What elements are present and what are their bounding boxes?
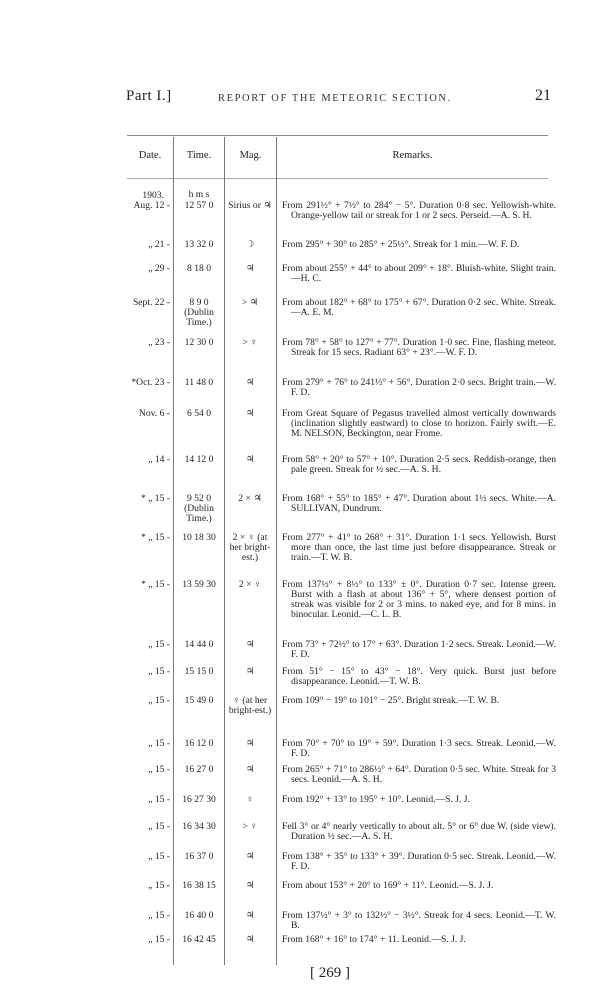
remarks-cell: Fell 3° or 4° nearly vertically to about alt. 5° or 6° due W. (side view). Duration ½ sec.—A. S. H. (282, 821, 556, 842)
mag-cell: ♃ (245, 764, 255, 775)
time-cell: 15 49 0 (184, 695, 214, 706)
remarks-cell: From 138° + 35° to 133° + 39°. Duration 0·5 sec. Streak. Leonid.—W. F. D. (282, 851, 556, 872)
column-header-mag: Mag. (239, 150, 262, 161)
mag-cell: 2 × ♀ (238, 579, 262, 590)
remarks-cell: From 137½° + 3° to 132½° − 3½°. Streak for 4 secs. Leonid.—T. W. B. (282, 910, 556, 931)
date-cell: „ 14 - (148, 454, 170, 465)
date-cell: „ 15 - (148, 666, 170, 677)
date-cell: „ 15 - (148, 880, 170, 891)
mag-cell: ♃ (245, 851, 255, 862)
date-cell: * „ 15 - (140, 579, 170, 590)
date-cell: „ 29 - (148, 263, 170, 274)
date-cell: „ 15 - (148, 934, 170, 945)
time-cell: 10 18 30 (182, 532, 216, 543)
remarks-cell: From 168° + 16° to 174° + 11. Leonid.—S. J. J. (282, 934, 466, 945)
date-cell: Aug. 12 - (133, 200, 170, 211)
date-cell: *Oct. 23 - (131, 377, 170, 388)
column-divider (224, 137, 225, 965)
date-cell: „ 15 - (148, 910, 170, 921)
time-cell: 13 32 0 (184, 239, 214, 250)
date-cell: „ 15 - (148, 695, 170, 706)
mag-cell: 2 × ♀ (at her bright-est.) (229, 532, 271, 563)
column-header-date: Date. (138, 150, 162, 161)
remarks-cell: From 295° + 30° to 285° + 25½°. Streak for 1 min.—W. F. D. (282, 239, 520, 250)
mag-cell: ♃ (245, 377, 255, 388)
time-cell: 6 54 0 (187, 408, 211, 419)
mag-cell: Sirius or ♃ (228, 200, 272, 211)
remarks-cell: From 51° − 15° to 43° − 18°. Very quick. Burst just before disappearance. Leonid.—T. W. B. (282, 666, 556, 687)
remarks-cell: From 109° − 19° to 101° − 25°. Bright streak.—T. W. B. (282, 695, 500, 706)
date-cell: * „ 15 - (140, 493, 170, 504)
mag-cell: ♃ (245, 934, 255, 945)
remarks-cell: From 192° + 13° to 195° + 10°. Leonid.—S. J. J. (282, 794, 470, 805)
remarks-cell: From about 182° + 68° to 175° + 67°. Duration 0·2 sec. White. Streak.—A. E. M. (282, 297, 556, 318)
date-cell: Sept. 22 - (132, 297, 170, 308)
remarks-cell: From 58° + 20° to 57° + 10°. Duration 2·5 secs. Reddish-orange, then pale green. Streak for ½ sec.—A. S. H. (282, 454, 556, 475)
table-top-rule (127, 135, 548, 136)
mag-cell: ♃ (245, 910, 255, 921)
mag-cell: > ♀ (242, 821, 258, 832)
mag-cell: ♃ (245, 738, 255, 749)
remarks-cell: From 265° + 71° to 286½° + 64°. Duration 0·5 sec. White. Streak for 3 secs. Leonid.—A. S. H. (282, 764, 556, 785)
time-cell: 16 40 0 (184, 910, 214, 921)
time-cell: 16 34 30 (182, 821, 216, 832)
time-cell: 12 30 0 (184, 337, 214, 348)
mag-cell: ♃ (245, 408, 255, 419)
running-title: REPORT OF THE METEORIC SECTION. (218, 93, 452, 104)
mag-cell: ♃ (245, 263, 255, 274)
mag-cell: ♀ (at her bright-est.) (228, 695, 272, 716)
time-cell: 14 44 0 (184, 639, 214, 650)
date-cell: „ 15 - (148, 851, 170, 862)
mag-cell: 2 × ♃ (238, 493, 262, 504)
time-cell: 11 48 0 (184, 377, 214, 388)
remarks-cell: From about 255° + 44° to about 209° + 18°. Bluish-white. Slight train.—H. C. (282, 263, 556, 284)
remarks-cell: From 70° + 70° to 19° + 59°. Duration 1·3 secs. Streak. Leonid.—W. F. D. (282, 738, 556, 759)
time-cell: 16 37 0 (184, 851, 214, 862)
time-cell: 16 27 30 (182, 794, 216, 805)
remarks-cell: From about 153° + 20° to 169° + 11°. Leonid.—S. J. J. (282, 880, 494, 891)
mag-cell: ♀ (246, 794, 254, 805)
page-number: 21 (535, 87, 551, 104)
time-cell: 8 9 0 (Dublin Time.) (184, 297, 214, 328)
remarks-cell: From 291½° + 7½° to 284° − 5°. Duration 0·8 sec. Yellowish-white. Orange-yellow tail or streak for 1 or 2 secs. Perseid.—A. S. H. (282, 200, 556, 221)
time-units: h m s (188, 189, 210, 200)
remarks-cell: From 73° + 72½° to 17° + 63°. Duration 1·2 secs. Streak. Leonid.—W. F. D. (282, 639, 556, 660)
time-cell: 8 18 0 (187, 263, 211, 274)
remarks-cell: From 279° + 76° to 241½° + 56°. Duration 2·0 secs. Bright train.—W. F. D. (282, 377, 556, 398)
time-cell: 12 57 0 (184, 200, 214, 211)
column-divider (276, 137, 277, 965)
date-cell: * „ 15 - (140, 532, 170, 543)
date-cell: „ 15 - (148, 794, 170, 805)
time-cell: 16 12 0 (184, 738, 214, 749)
date-cell: „ 23 - (148, 337, 170, 348)
mag-cell: > ♀ (242, 337, 258, 348)
time-cell: 16 42 45 (182, 934, 216, 945)
date-cell: Nov. 6 - (138, 408, 170, 419)
date-cell: „ 21 - (148, 239, 170, 250)
part-heading: Part I.] (126, 88, 172, 104)
time-cell: 15 15 0 (184, 666, 214, 677)
year-label: 1903. (142, 190, 164, 201)
mag-cell: ☽ (245, 239, 255, 250)
time-cell: 16 38 15 (182, 880, 216, 891)
folio: [ 269 ] (310, 965, 350, 981)
column-header-time: Time. (186, 150, 212, 161)
remarks-cell: From Great Square of Pegasus travelled almost vertically downwards (inclination slightly eastward) to close to horizon. Fairly swift.—E. M. NELSON, Beckington, near Frome. (282, 408, 556, 439)
time-cell: 13 59 30 (182, 579, 216, 590)
mag-cell: ♃ (245, 880, 255, 891)
date-cell: „ 15 - (148, 821, 170, 832)
date-cell: „ 15 - (148, 764, 170, 775)
header-rule (127, 178, 548, 179)
mag-cell: ♃ (245, 666, 255, 677)
remarks-cell: From 168° + 55° to 185° + 47°. Duration about 1½ secs. White.—A. SULLIVAN, Dundrum. (282, 493, 556, 514)
column-header-remarks: Remarks. (392, 150, 433, 161)
column-divider (173, 137, 174, 965)
mag-cell: ♃ (245, 639, 255, 650)
date-cell: „ 15 - (148, 639, 170, 650)
mag-cell: ♃ (245, 454, 255, 465)
mag-cell: > ♃ (241, 297, 259, 308)
time-cell: 16 27 0 (184, 764, 214, 775)
remarks-cell: From 277° + 41° to 268° + 31°. Duration 1·1 secs. Yellowish. Burst more than once, the last time just before disappearance. Streak or train.—T. W. B. (282, 532, 556, 563)
time-cell: 14 12 0 (184, 454, 214, 465)
remarks-cell: From 78° + 58° to 127° + 77°. Duration 1·0 sec. Fine, flashing meteor. Streak for 15 secs. Radiant 63° + 23°.—W. F. D. (282, 337, 556, 358)
remarks-cell: From 137½° + 8½° to 133° ± 0°. Duration 0·7 sec. Intense green. Burst with a flash at about 136° + 5°, where densest portion of streak was visible for 2 or 3 mins. to naked eye, and for 8 mins. in binocular. Leonid.—C. L. B. (282, 579, 556, 620)
date-cell: „ 15 - (148, 738, 170, 749)
time-cell: 9 52 0 (Dublin Time.) (184, 493, 214, 524)
